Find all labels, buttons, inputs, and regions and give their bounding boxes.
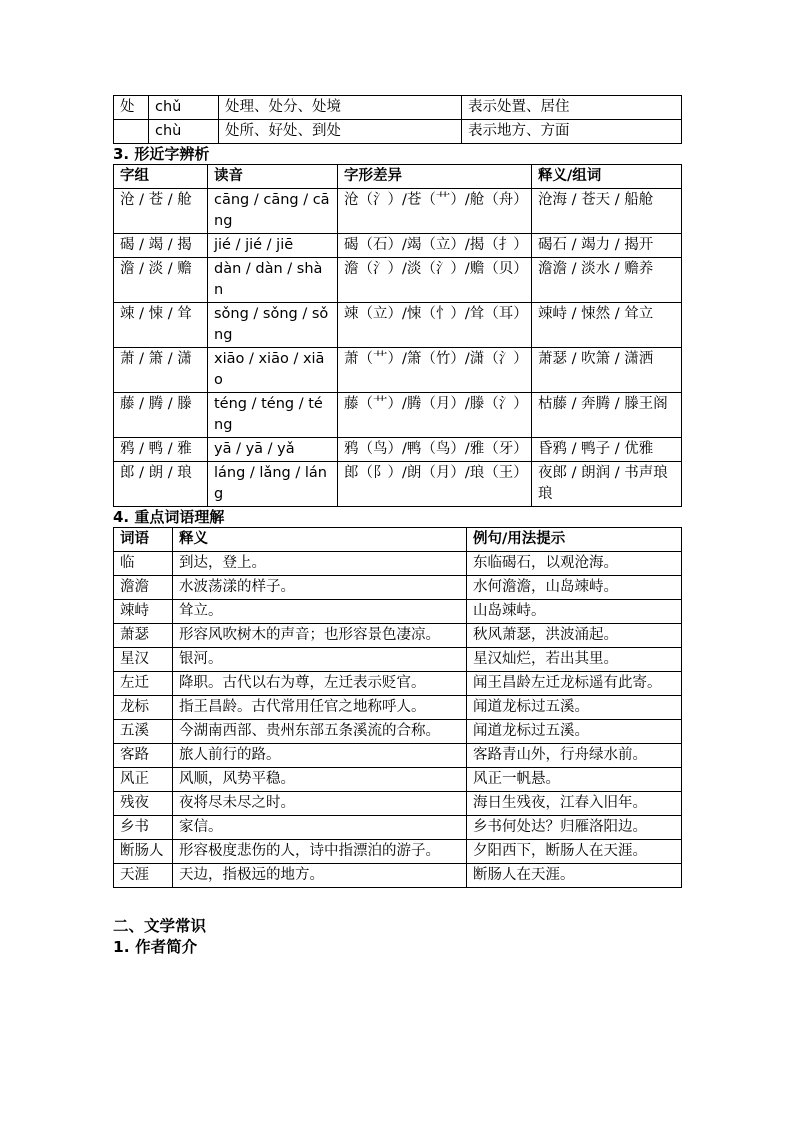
cell-word: 五溪 [114,720,173,744]
cell-char-group: 鸦 / 鸭 / 雅 [114,438,208,462]
cell-definition: 到达，登上。 [173,552,467,576]
cell-definition: 家信。 [173,816,467,840]
cell-char-group: 竦 / 悚 / 耸 [114,303,208,348]
cell-definition: 形容风吹树木的声音；也形容景色凄凉。 [173,624,467,648]
cell-pinyin: yā / yā / yǎ [208,438,338,462]
cell-definition: 形容极度悲伤的人，诗中指漂泊的游子。 [173,840,467,864]
cell-pinyin: xiāo / xiāo / xiāo [208,348,338,393]
cell-word: 左迁 [114,672,173,696]
cell-example: 闻道龙标过五溪。 [467,720,682,744]
cell-word: 星汉 [114,648,173,672]
header-cell: 释义 [173,528,467,552]
cell-pinyin: chù [149,120,219,144]
cell-example: 海日生残夜，江春入旧年。 [467,792,682,816]
cell-shape-diff: 碣（石）/竭（立）/揭（扌） [338,234,532,258]
cell-example: 客路青山外，行舟绿水前。 [467,744,682,768]
cell-definition: 风顺，风势平稳。 [173,768,467,792]
cell-meaning: 昏鸦 / 鸭子 / 优雅 [532,438,682,462]
cell-shape-diff: 萧（艹）/箫（竹）/潇（氵） [338,348,532,393]
cell-example: 断肠人在天涯。 [467,864,682,888]
table-row [114,120,682,144]
table-row [114,393,682,438]
cell-definition: 旅人前行的路。 [173,744,467,768]
table-row [114,258,682,303]
cell-shape-diff: 藤（艹）/腾（月）/滕（氵） [338,393,532,438]
cell-char-group: 澹 / 淡 / 赡 [114,258,208,303]
table-row [114,462,682,507]
section-4-title: 4. 重点词语理解 [113,508,225,526]
table-row [114,303,682,348]
table-row [114,672,682,696]
cell-shape-diff: 澹（氵）/淡（氵）/赡（贝） [338,258,532,303]
cell-meaning: 澹澹 / 淡水 / 赡养 [532,258,682,303]
cell-pinyin: dàn / dàn / shàn [208,258,338,303]
cell-meaning: 枯藤 / 奔腾 / 滕王阁 [532,393,682,438]
table-key-words [113,527,682,888]
cell-example: 闻王昌龄左迁龙标遥有此寄。 [467,672,682,696]
table-row [114,744,682,768]
header-cell: 词语 [114,528,173,552]
cell-word: 临 [114,552,173,576]
table-header-row [114,165,682,189]
cell-pinyin: cāng / cāng / cāng [208,189,338,234]
cell-pinyin: jié / jié / jiē [208,234,338,258]
part-2-title: 二、文学常识 [113,917,207,935]
cell-char-group: 沧 / 苍 / 舱 [114,189,208,234]
header-cell: 例句/用法提示 [467,528,682,552]
cell-example: 星汉灿烂，若出其里。 [467,648,682,672]
cell-words: 处理、处分、处境 [219,96,462,120]
table-row [114,696,682,720]
header-cell: 释义/组词 [532,165,682,189]
table-similar-chars [113,164,682,507]
cell-pinyin: chǔ [149,96,219,120]
table-row [114,720,682,744]
table-chu [113,95,682,144]
table-row [114,348,682,393]
cell-example: 山岛竦峙。 [467,600,682,624]
table-row [114,864,682,888]
cell-example: 乡书何处达？归雁洛阳边。 [467,816,682,840]
cell-example: 闻道龙标过五溪。 [467,696,682,720]
cell-shape-diff: 竦（立）/悚（忄）/耸（耳） [338,303,532,348]
cell-word: 天涯 [114,864,173,888]
table-row [114,600,682,624]
table-header-row [114,528,682,552]
cell-meaning: 夜郎 / 朗润 / 书声琅琅 [532,462,682,507]
cell-example: 水何澹澹，山岛竦峙。 [467,576,682,600]
cell-pinyin: sǒng / sǒng / sǒng [208,303,338,348]
cell-meaning: 碣石 / 竭力 / 揭开 [532,234,682,258]
cell-shape-diff: 鸦（鸟）/鸭（鸟）/雅（牙） [338,438,532,462]
cell-word: 风正 [114,768,173,792]
table-row [114,816,682,840]
cell-example: 风正一帆悬。 [467,768,682,792]
header-cell: 读音 [208,165,338,189]
cell-char-group: 萧 / 箫 / 潇 [114,348,208,393]
cell-definition: 天边，指极远的地方。 [173,864,467,888]
cell-example: 秋风萧瑟，洪波涌起。 [467,624,682,648]
table-row [114,768,682,792]
cell-definition: 耸立。 [173,600,467,624]
cell-meaning: 表示地方、方面 [462,120,682,144]
table-row [114,648,682,672]
cell-example: 夕阳西下，断肠人在天涯。 [467,840,682,864]
table-row [114,96,682,120]
cell-shape-diff: 郎（阝）/朗（月）/琅（王） [338,462,532,507]
table-row [114,792,682,816]
table-row [114,438,682,462]
author-intro-title: 1. 作者简介 [113,938,198,956]
cell-char-group: 藤 / 腾 / 滕 [114,393,208,438]
cell-meaning: 萧瑟 / 吹箫 / 潇洒 [532,348,682,393]
cell-pinyin: láng / lǎng / láng [208,462,338,507]
cell-char-group: 碣 / 竭 / 揭 [114,234,208,258]
cell-words: 处所、好处、到处 [219,120,462,144]
table-row [114,576,682,600]
cell-char [114,120,149,144]
cell-example: 东临碣石，以观沧海。 [467,552,682,576]
cell-meaning: 沧海 / 苍天 / 船舱 [532,189,682,234]
cell-meaning: 竦峙 / 悚然 / 耸立 [532,303,682,348]
cell-definition: 银河。 [173,648,467,672]
table-row [114,840,682,864]
cell-definition: 指王昌龄。古代常用任官之地称呼人。 [173,696,467,720]
document-page [113,95,681,958]
cell-word: 竦峙 [114,600,173,624]
cell-word: 乡书 [114,816,173,840]
cell-shape-diff: 沧（氵）/苍（艹）/舱（舟） [338,189,532,234]
cell-definition: 降职。古代以右为尊，左迁表示贬官。 [173,672,467,696]
cell-word: 龙标 [114,696,173,720]
table-row [114,234,682,258]
header-cell: 字形差异 [338,165,532,189]
cell-char-group: 郎 / 朗 / 琅 [114,462,208,507]
cell-definition: 夜将尽未尽之时。 [173,792,467,816]
cell-meaning: 表示处置、居住 [462,96,682,120]
table-row [114,624,682,648]
cell-definition: 水波荡漾的样子。 [173,576,467,600]
cell-char: 处 [114,96,149,120]
table-row [114,552,682,576]
cell-word: 客路 [114,744,173,768]
header-cell: 字组 [114,165,208,189]
section-3-title: 3. 形近字辨析 [113,145,210,163]
cell-definition: 今湖南西部、贵州东部五条溪流的合称。 [173,720,467,744]
cell-word: 澹澹 [114,576,173,600]
cell-word: 残夜 [114,792,173,816]
table-row [114,189,682,234]
cell-word: 萧瑟 [114,624,173,648]
cell-pinyin: téng / téng / téng [208,393,338,438]
cell-word: 断肠人 [114,840,173,864]
